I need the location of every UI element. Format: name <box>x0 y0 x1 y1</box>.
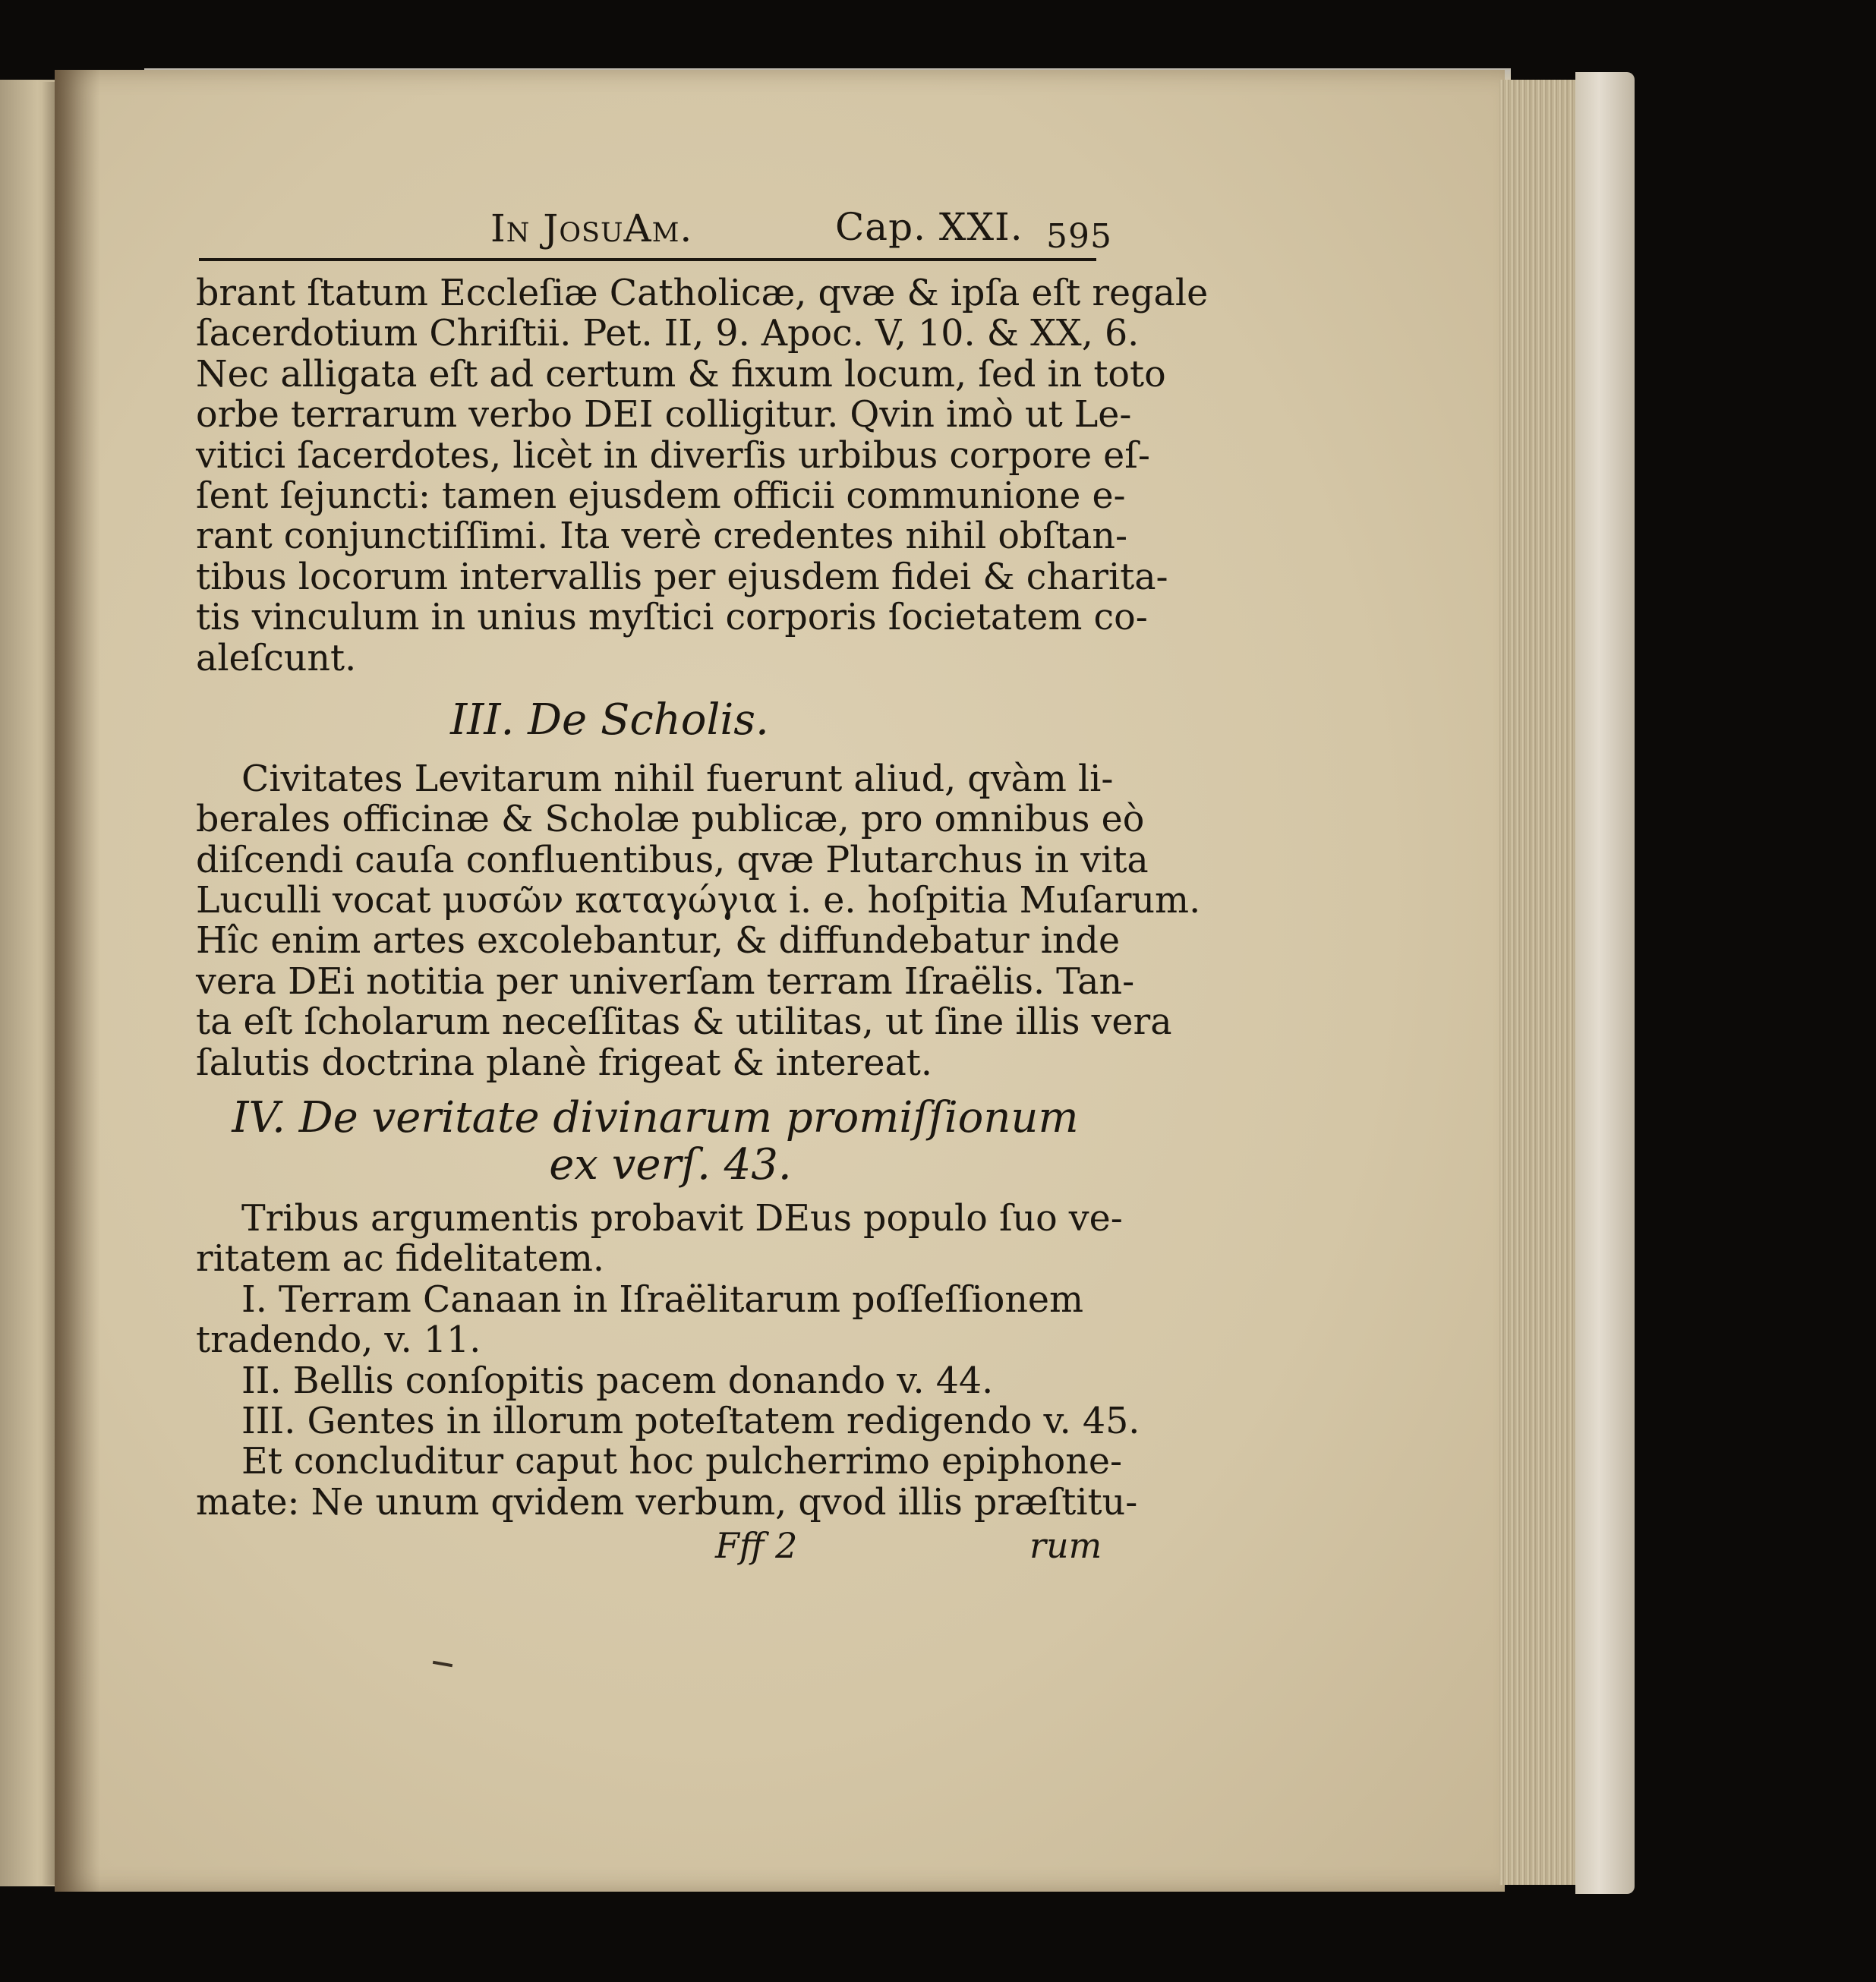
text-line: tis vinculum in unius myſtici corporis ſocietatem co- <box>196 597 1148 639</box>
text-line: tibus locorum intervallis per ejusdem fidei & charita- <box>196 556 1168 598</box>
footer-line <box>196 1525 1102 1568</box>
text-line: Et concluditur caput hoc pulcherrimo epiphone- <box>241 1441 1123 1483</box>
section-heading-veritate: IV. De veritate divinarum promiſſionum <box>232 1093 1079 1143</box>
text-line: diſcendi cauſa confluentibus, qvæ Plutarchus in vita <box>196 839 1149 881</box>
signature-mark: Fff 2 <box>715 1525 798 1567</box>
text-line: ritatem ac fidelitatem. <box>196 1238 604 1281</box>
text-line: berales officinæ & Scholæ publicæ, pro omnibus eò <box>196 799 1145 841</box>
text-line: Civitates Levitarum nihil fuerunt aliud, qvàm li- <box>241 758 1114 800</box>
text-line: aleſcunt. <box>196 637 357 679</box>
text-line: orbe terrarum verbo DEI colligitur. Qvin imò ut Le- <box>196 394 1132 436</box>
header-rule <box>199 258 1096 261</box>
text-line: mate: Ne unum qvidem verbum, qvod illis præſtitu- <box>196 1481 1138 1524</box>
page-stack-edge <box>1499 80 1583 1885</box>
text-line: ta eſt ſcholarum neceſſitas & utilitas, ut ſine illis vera <box>196 1001 1172 1044</box>
running-head <box>196 190 1112 256</box>
page-gutter <box>55 70 100 1892</box>
body-text <box>196 273 1209 1568</box>
page-number: 595 <box>1046 217 1112 256</box>
text-block <box>196 190 1209 1568</box>
book-cover-edge <box>1575 72 1635 1894</box>
chapter-label: Cap. XXI. <box>835 205 1023 249</box>
catchword: rum <box>1029 1525 1102 1567</box>
text-line: ſalutis doctrina planè frigeat & intereat. <box>196 1041 932 1084</box>
running-title: In JosuAm. <box>490 206 693 251</box>
text-line: vera DEi notitia per univerſam terram Iſraëlis. Tan- <box>196 960 1135 1003</box>
text-line: Tribus argumentis probavit DEus populo ſuo ve- <box>241 1198 1123 1240</box>
list-item: II. Bellis conſopitis pacem donando v. 44. <box>241 1360 994 1402</box>
text-line: vitici ſacerdotes, licèt in diverſis urbibus corpore eſ- <box>196 434 1150 477</box>
text-line: Luculli vocat μυσῶν καταγώγια i. e. hoſpitia Muſarum. <box>196 880 1201 922</box>
text-line: ſent ſejuncti: tamen ejusdem officii communione e- <box>196 474 1126 517</box>
text-line: Nec alligata eſt ad certum & fixum locum, ſed in toto <box>196 353 1166 395</box>
section-heading-veritate-ref: ex verſ. 43. <box>549 1140 792 1190</box>
list-item: III. Gentes in illorum poteſtatem redigendo v. 45. <box>241 1400 1140 1442</box>
section-heading-scholis: III. De Scholis. <box>450 695 769 745</box>
text-line: rant conjunctiſſimi. Ita verè credentes nihil obſtan- <box>196 515 1127 558</box>
text-line: ſacerdotium Chriſtii. Pet. II, 9. Apoc. V, 10. & XX, 6. <box>196 313 1140 355</box>
text-line: Hîc enim artes excolebantur, & diffundebatur inde <box>196 920 1121 963</box>
text-line: tradendo, v. 11. <box>196 1319 481 1362</box>
list-item: I. Terram Canaan in Iſraëlitarum poſſeſſionem <box>241 1278 1084 1321</box>
text-line: brant ſtatum Eccleſiæ Catholicæ, qvæ & ipſa eſt regale <box>196 273 1209 314</box>
